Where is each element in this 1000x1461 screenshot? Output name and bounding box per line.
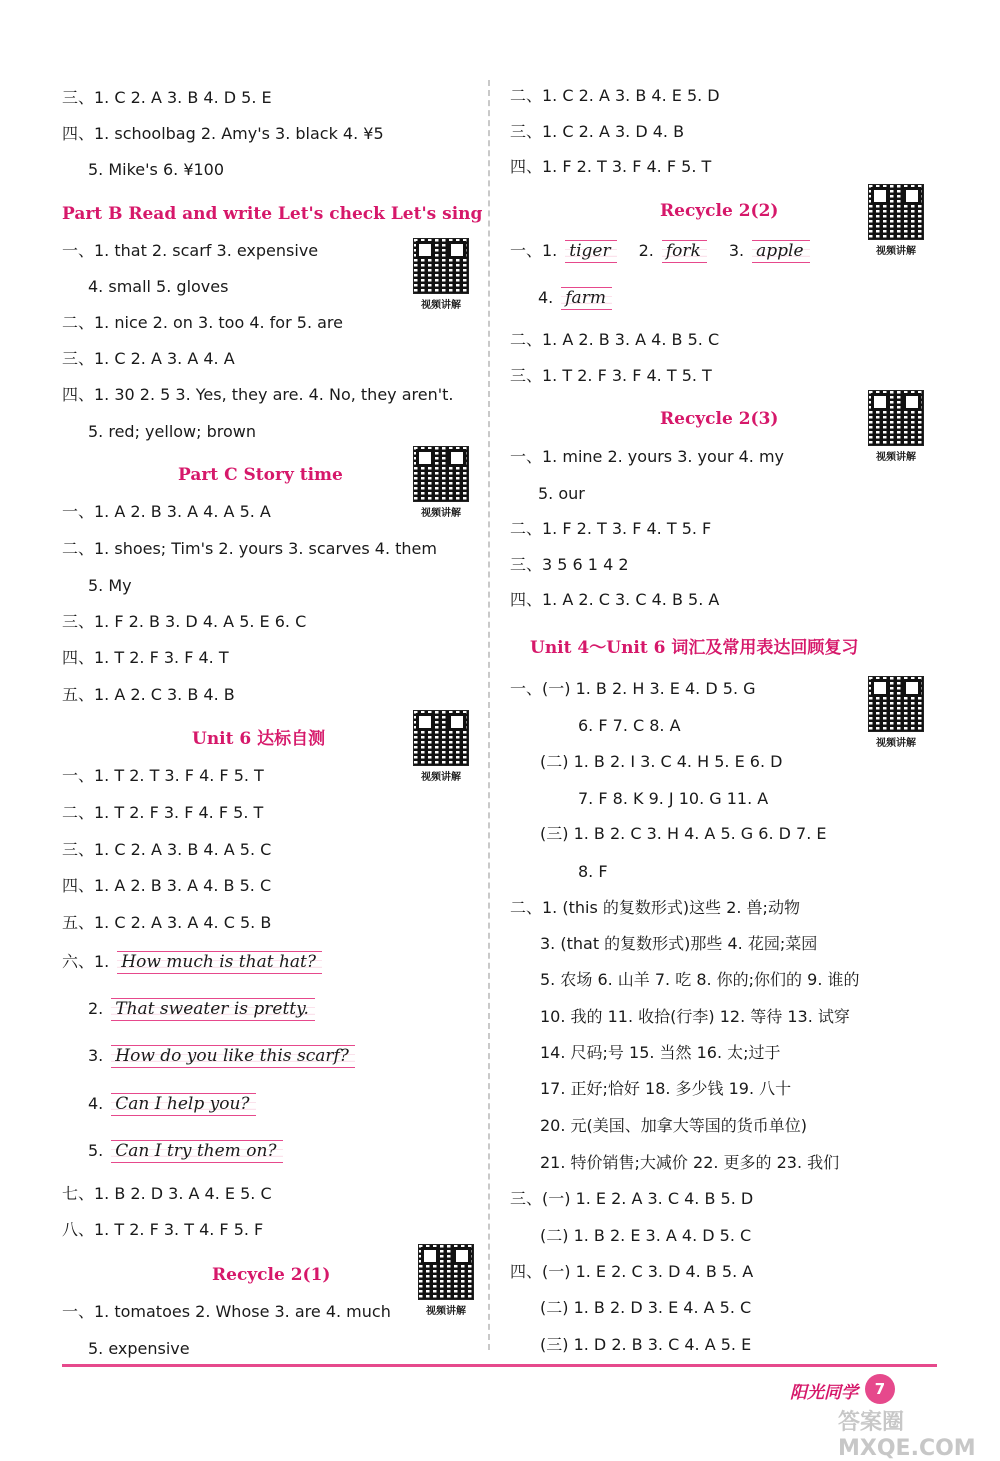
qr-code-label: 视频讲解 xyxy=(421,772,461,783)
answer-line: 三、3 5 6 1 4 2 xyxy=(510,555,629,574)
answer-line: 三、1. C 2. A 3. B 4. A 5. C xyxy=(62,840,272,859)
answer-line: 三、1. C 2. A 3. B 4. D 5. E xyxy=(62,88,272,107)
answer-line: 一、1. T 2. T 3. F 4. F 5. T xyxy=(62,766,264,785)
section-heading: Unit 6 达标自测 xyxy=(192,729,326,749)
qr-code-icon[interactable] xyxy=(413,710,469,766)
qr-code-icon[interactable] xyxy=(868,390,924,446)
answer-line: 三、1. C 2. A 3. A 4. A xyxy=(62,349,235,368)
answer-line: 21. 特价销售;大减价 22. 更多的 23. 我们 xyxy=(540,1153,840,1172)
question-number: 3. xyxy=(88,1046,104,1065)
answer-line: 二、1. C 2. A 3. B 4. E 5. D xyxy=(510,86,720,105)
page-number: 7 xyxy=(865,1374,895,1404)
answer-line: 10. 我的 11. 收拾(行李) 12. 等待 13. 试穿 xyxy=(540,1007,850,1026)
watermark: 答案圈 MXQE.COM xyxy=(838,1410,976,1461)
answer-line: 二、1. T 2. F 3. F 4. F 5. T xyxy=(62,803,264,822)
answer-line: 四、1. 30 2. 5 3. Yes, they are. 4. No, they aren't. xyxy=(62,385,454,404)
answer-line: 四、1. F 2. T 3. F 4. F 5. T xyxy=(510,157,712,176)
footer-rule xyxy=(62,1364,937,1367)
answer-line: 14. 尺码;号 15. 当然 16. 太;过于 xyxy=(540,1043,781,1062)
brand-logo: 阳光同学 xyxy=(790,1383,858,1403)
answer-line: 四、(一) 1. E 2. C 3. D 4. B 5. A xyxy=(510,1262,754,1281)
section-heading: Part B Read and write Let's check Let's sing xyxy=(62,204,483,224)
handwritten-answer-row xyxy=(538,287,634,310)
answer-line: 5. Mike's 6. ¥100 xyxy=(88,160,225,179)
question-number: 5. xyxy=(88,1141,104,1160)
answer-line: (三) 1. D 2. B 3. C 4. A 5. E xyxy=(540,1335,752,1354)
question-number: 4. xyxy=(538,288,554,307)
handwritten-answer: Can I try them on? xyxy=(111,1140,282,1163)
answer-line: 二、1. F 2. T 3. F 4. T 5. F xyxy=(510,519,712,538)
answer-line: 一、(一) 1. B 2. H 3. E 4. D 5. G xyxy=(510,679,756,698)
answer-line: 一、1. that 2. scarf 3. expensive xyxy=(62,241,319,260)
answer-line: 5. our xyxy=(538,484,585,503)
answer-line: 四、1. A 2. C 3. C 4. B 5. A xyxy=(510,590,720,609)
answer-line: 四、1. T 2. F 3. F 4. T xyxy=(62,648,229,667)
qr-code-icon[interactable] xyxy=(868,676,924,732)
section-heading: Recycle 2(1) xyxy=(212,1265,331,1285)
answer-line: 三、1. F 2. B 3. D 4. A 5. E 6. C xyxy=(62,612,307,631)
qr-code-icon[interactable] xyxy=(418,1244,474,1300)
qr-code-label: 视频讲解 xyxy=(876,738,916,749)
answer-line: (二) 1. B 2. D 3. E 4. A 5. C xyxy=(540,1298,752,1317)
answer-line: 二、1. nice 2. on 3. too 4. for 5. are xyxy=(62,313,343,332)
answer-line: 五、1. C 2. A 3. A 4. C 5. B xyxy=(62,913,272,932)
answer-line: 四、1. A 2. B 3. A 4. B 5. C xyxy=(62,876,272,895)
answer-line: (二) 1. B 2. I 3. C 4. H 5. E 6. D xyxy=(540,752,783,771)
qr-code-label: 视频讲解 xyxy=(421,300,461,311)
answer-line: (二) 1. B 2. E 3. A 4. D 5. C xyxy=(540,1226,752,1245)
qr-code-icon[interactable] xyxy=(868,184,924,240)
answer-line: 4. small 5. gloves xyxy=(88,277,229,296)
answer-line: (三) 1. B 2. C 3. H 4. A 5. G 6. D 7. E xyxy=(540,824,827,843)
answer-line: 四、1. schoolbag 2. Amy's 3. black 4. ¥5 xyxy=(62,124,384,143)
answer-line: 三、1. T 2. F 3. F 4. T 5. T xyxy=(510,366,712,385)
answer-line: 二、1. shoes; Tim's 2. yours 3. scarves 4. them xyxy=(62,539,437,558)
handwritten-answer: How much is that hat? xyxy=(117,951,322,974)
answer-line: 三、(一) 1. E 2. A 3. C 4. B 5. D xyxy=(510,1189,754,1208)
handwritten-answer-row xyxy=(510,240,832,263)
question-number: 3. xyxy=(728,241,745,260)
qr-code-label: 视频讲解 xyxy=(426,1306,466,1317)
handwritten-answer: tiger xyxy=(565,240,616,263)
question-number: 六、1. xyxy=(62,952,110,971)
answer-line: 17. 正好;恰好 18. 多少钱 19. 八十 xyxy=(540,1079,792,1098)
handwritten-answer: apple xyxy=(752,240,809,263)
answer-line: 八、1. T 2. F 3. T 4. F 5. F xyxy=(62,1220,264,1239)
answer-line: 5. My xyxy=(88,576,132,595)
question-number: 一、1. xyxy=(510,241,558,260)
answer-line: 5. expensive xyxy=(88,1339,190,1358)
question-number: 2. xyxy=(638,241,654,260)
answer-line: 七、1. B 2. D 3. A 4. E 5. C xyxy=(62,1184,272,1203)
handwritten-answer: Can I help you? xyxy=(111,1093,255,1116)
handwritten-answer: fork xyxy=(662,240,707,263)
answer-line: 8. F xyxy=(578,862,608,881)
answer-line: 3. (that 的复数形式)那些 4. 花园;菜园 xyxy=(540,934,818,953)
handwritten-answer: How do you like this scarf? xyxy=(111,1045,355,1068)
handwritten-answer-row xyxy=(88,998,337,1021)
answer-line: 五、1. A 2. C 3. B 4. B xyxy=(62,685,235,704)
qr-code-label: 视频讲解 xyxy=(876,452,916,463)
qr-code-label: 视频讲解 xyxy=(421,508,461,519)
section-heading: Recycle 2(3) xyxy=(660,409,779,429)
section-heading: Part C Story time xyxy=(178,465,343,485)
answer-line: 二、1. (this 的复数形式)这些 2. 兽;动物 xyxy=(510,898,800,917)
handwritten-answer-row xyxy=(88,1140,305,1163)
question-number: 4. xyxy=(88,1094,104,1113)
answer-line: 5. red; yellow; brown xyxy=(88,422,257,441)
handwritten-answer: farm xyxy=(561,287,612,310)
answer-line: 二、1. A 2. B 3. A 4. B 5. C xyxy=(510,330,720,349)
question-number: 2. xyxy=(88,999,104,1018)
qr-code-icon[interactable] xyxy=(413,238,469,294)
qr-code-icon[interactable] xyxy=(413,446,469,502)
handwritten-answer-row xyxy=(62,951,344,974)
qr-code-label: 视频讲解 xyxy=(876,246,916,257)
section-heading: Recycle 2(2) xyxy=(660,201,779,221)
answer-line: 7. F 8. K 9. J 10. G 11. A xyxy=(578,789,769,808)
handwritten-answer: That sweater is pretty. xyxy=(111,998,315,1021)
handwritten-answer-row xyxy=(88,1045,377,1068)
answer-line: 三、1. C 2. A 3. D 4. B xyxy=(510,122,685,141)
answer-line: 一、1. A 2. B 3. A 4. A 5. A xyxy=(62,502,271,521)
column-divider xyxy=(488,80,490,1350)
answer-line: 6. F 7. C 8. A xyxy=(578,716,681,735)
section-heading: Unit 4～Unit 6 词汇及常用表达回顾复习 xyxy=(530,638,859,658)
answer-line: 20. 元(美国、加拿大等国的货币单位) xyxy=(540,1116,808,1135)
answer-line: 一、1. mine 2. yours 3. your 4. my xyxy=(510,447,785,466)
answer-line: 5. 农场 6. 山羊 7. 吃 8. 你的;你们的 9. 谁的 xyxy=(540,970,860,989)
answer-line: 一、1. tomatoes 2. Whose 3. are 4. much xyxy=(62,1302,391,1321)
handwritten-answer-row xyxy=(88,1093,278,1116)
